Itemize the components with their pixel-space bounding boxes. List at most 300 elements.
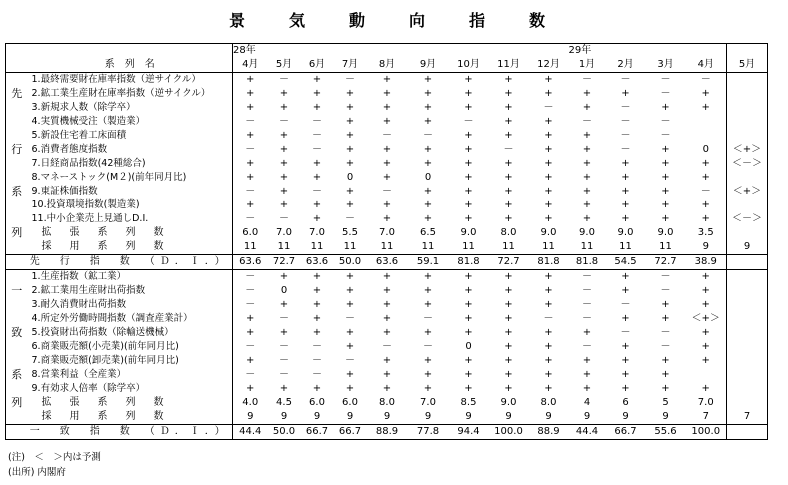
series-value: + [312,73,322,85]
series-value: + [312,271,322,283]
series-value: － [279,341,289,353]
series-value: + [423,354,433,366]
series-value: + [661,299,670,311]
series-value: + [312,299,322,311]
series-value: + [544,115,553,127]
series-value: + [661,101,670,113]
header-year-29: 29年 [569,44,727,58]
series-value: － [620,299,631,311]
leading-series-row [6,72,768,86]
adopt-value: 9 [280,410,288,422]
series-value: + [464,354,473,366]
adopt-value: 11 [277,241,291,253]
series-value: + [233,101,268,115]
series-value: + [464,129,473,141]
series-value [686,129,727,143]
series-value: + [686,298,727,312]
series-value: + [544,327,553,339]
series-value: + [544,354,553,366]
series-value: + [544,285,553,297]
adopt-value: 9 [662,410,669,422]
index-value: 59.1 [408,255,449,270]
series-value: － [233,340,268,354]
series-name: 6.消費者態度指数 [31,143,108,155]
header-month: 3月 [646,58,686,72]
leading-ext-row [6,226,768,240]
series-value: + [345,115,355,127]
series-value: + [423,285,433,297]
series-value: － [686,185,727,199]
series-value: + [382,143,392,155]
series-value: 0 [424,171,432,183]
series-value: + [504,213,513,225]
series-value: + [345,299,355,311]
series-value: － [312,143,322,155]
series-value: + [621,199,630,211]
adopt-value: 11 [233,240,268,254]
group-label-char: 行 [6,143,28,157]
ext-value: 3.5 [686,226,727,240]
header-blank [6,58,28,72]
series-value: － [582,313,592,325]
ext-value: 6 [622,396,629,408]
series-value: － [312,115,322,127]
series-value: + [661,382,670,394]
series-value: + [233,171,268,185]
group-label-char: 一 [6,284,28,298]
header-blank [6,44,28,58]
series-value: + [233,157,268,171]
series-value: + [582,157,592,169]
series-value: － [345,73,355,85]
adopt-value: 9 [583,410,591,422]
series-value: + [621,313,630,325]
leading-series-row [6,157,768,171]
index-value: 55.6 [646,424,686,439]
index-blank [6,424,28,439]
series-value: + [345,87,355,99]
series-value: + [464,382,473,394]
series-value: － [660,87,671,99]
series-name: 3.新規求人数（除学卒） [31,101,136,113]
adopt-value: 9 [233,410,268,424]
series-value: － [423,313,433,325]
ext-value: 8.5 [460,396,477,408]
adopt-value: 11 [619,241,632,253]
series-value: + [464,73,473,85]
series-value: + [504,101,513,113]
header-month: 6月 [301,58,334,72]
series-value: + [504,115,513,127]
series-value: 0 [280,285,288,297]
series-value: － [423,129,433,141]
index-value: 66.7 [301,424,334,439]
header-month: 4月 [233,58,268,72]
coincident-series-row [6,298,768,312]
series-value: + [233,198,268,212]
series-value: + [504,157,513,169]
ext-value: 8.0 [379,396,395,408]
series-value: + [686,354,727,368]
adopt-value: 11 [659,241,672,253]
adopt-value: 11 [421,241,435,253]
series-value: － [382,185,392,197]
series-value: + [312,313,322,325]
series-value: + [621,285,630,297]
series-value: + [279,157,289,169]
series-value: + [504,327,513,339]
series-value: + [382,313,392,325]
series-value: + [686,326,727,340]
series-value: ＜+＞ [686,312,727,326]
series-value: + [312,157,322,169]
series-value: + [661,171,670,183]
series-value: + [464,368,473,380]
series-value: + [423,327,433,339]
series-value [727,298,768,312]
series-value: + [464,171,473,183]
series-value: － [660,341,671,353]
leading-adopt-row [6,240,768,254]
series-value: + [686,171,727,185]
leading-series-row [6,143,768,157]
series-value: + [661,185,670,197]
series-value: － [582,341,592,353]
adopt-value: 11 [310,241,324,253]
series-value: + [621,368,630,380]
coincident-ext-row [6,396,768,410]
series-value: + [464,101,473,113]
series-value: + [504,73,513,85]
ext-value: 4 [583,396,591,408]
series-value: + [464,299,473,311]
series-value: + [312,171,322,183]
series-value: + [464,199,473,211]
series-value: － [279,115,289,127]
index-value: 81.8 [449,255,489,270]
series-value: + [464,313,473,325]
header-month: 4月 [686,58,727,72]
coincident-series-row [6,326,768,340]
adopt-value: 7 [686,410,727,424]
series-value: + [504,368,513,380]
ext-value: 7.0 [276,227,292,239]
ext-value: 6.5 [420,227,436,239]
group-label-char [6,212,28,226]
series-value: ＜+＞ [727,185,768,199]
business-conditions-table [5,43,768,440]
group-label-char [6,410,28,424]
group-label-char: 致 [6,326,28,340]
series-value: + [382,157,392,169]
series-value: + [582,185,592,197]
series-value: － [279,368,289,380]
header-blank [28,44,233,58]
index-value: 81.8 [529,255,569,270]
series-value: + [233,326,268,340]
series-value: + [423,199,433,211]
ext-value: 7.0 [379,227,395,239]
series-value: － [279,354,289,366]
group-label-char: 系 [6,185,28,199]
series-value: + [423,101,433,113]
series-value: － [312,185,322,197]
series-value: － [660,327,671,339]
series-value: + [345,368,355,380]
series-value: + [423,382,433,394]
adopt-value: 9 [313,410,321,422]
series-value: － [233,212,268,226]
ext-value: 9.0 [540,227,557,239]
ext-value: 7.0 [686,396,727,410]
series-value: － [233,270,268,284]
series-value: + [345,341,355,353]
series-value: ＜－＞ [727,157,768,171]
series-value: + [686,340,727,354]
adopt-value: 9 [505,410,512,422]
note-source: (出所) 内閣府 [8,467,66,478]
ext-value: 4.0 [233,396,268,410]
series-value: + [345,143,355,155]
ext-value: 7.0 [309,227,325,239]
series-value: + [544,143,553,155]
series-value: + [464,327,473,339]
series-value: + [504,87,513,99]
header-month: 5月 [268,58,301,72]
series-value: + [312,382,322,394]
series-value: + [621,87,630,99]
series-value: － [279,313,289,325]
series-value: + [279,171,289,183]
series-value: + [504,185,513,197]
coincident-index-row [6,424,768,439]
series-value: + [621,271,630,283]
index-value: 54.5 [606,255,646,270]
series-value: + [621,354,630,366]
series-value: + [382,115,392,127]
series-value: + [582,327,592,339]
series-name: 7.日経商品指数(42種総合) [31,157,146,169]
series-name: 2.鉱工業生産財在庫率指数（逆サイクル） [31,87,211,99]
leading-series-row [6,198,768,212]
series-name: 3.耐久消費財出荷指数 [31,299,127,311]
series-value: + [661,199,670,211]
series-value: + [423,271,433,283]
series-value: + [504,299,513,311]
series-value: － [660,271,671,283]
series-value [686,115,727,129]
series-value: + [504,171,513,183]
series-value: + [582,87,592,99]
adopt-label: 採 用 系 列 数 [41,241,168,253]
header-month: 5月 [727,58,768,72]
series-name: 9.有効求人倍率（除学卒） [31,382,146,394]
coincident-adopt-row [6,410,768,424]
series-value: － [312,129,322,141]
series-name: 1.生産指数（鉱工業） [31,271,127,283]
group-label-char [6,240,28,254]
series-value [727,382,768,396]
series-value [686,368,727,382]
series-name: 1.最終需要財在庫率指数（逆サイクル） [31,73,201,85]
series-value: + [464,87,473,99]
leading-series-row [6,185,768,199]
ext-label: 拡 張 系 列 数 [41,227,168,239]
group-label-char: 系 [6,368,28,382]
series-value: + [686,284,727,298]
index-value: 81.8 [569,255,606,270]
ext-label: 拡 張 系 列 数 [41,396,168,408]
ext-value: 6.0 [342,396,358,408]
series-value: + [312,285,322,297]
index-value: 66.7 [334,424,367,439]
series-value: + [423,157,433,169]
series-value: + [233,72,268,86]
group-label-char [6,101,28,115]
series-value: － [582,73,592,85]
series-value: ＜－＞ [727,212,768,226]
series-value: － [620,129,631,141]
series-value: － [660,129,671,141]
series-value: + [423,185,433,197]
ext-value: 8.0 [500,227,517,239]
series-value: + [312,87,322,99]
series-value: + [582,382,592,394]
series-value: + [621,185,630,197]
group-label-char [6,382,28,396]
series-value: + [233,87,268,101]
series-value: + [544,87,553,99]
leading-index-row [6,255,768,270]
index-value: 63.6 [233,255,268,270]
series-name: 11.中小企業売上見通しD.I. [31,213,149,225]
series-value: 0 [346,171,354,183]
series-value: + [544,213,553,225]
series-value: + [464,157,473,169]
index-value: 44.4 [569,424,606,439]
index-blank [6,255,28,270]
series-value: + [464,185,473,197]
series-value [727,270,768,284]
series-value: + [423,73,433,85]
series-value [727,87,768,101]
series-value: + [504,341,513,353]
index-label: 先 行 指 数 （Ｄ．Ｉ．） [28,255,233,270]
series-value [727,101,768,115]
series-value: + [279,382,289,394]
ext-value [727,226,768,240]
series-value: + [423,368,433,380]
series-value: + [279,299,289,311]
series-value: + [504,199,513,211]
header-month: 12月 [529,58,569,72]
index-value [727,424,768,439]
series-value: + [382,354,392,366]
series-value: + [544,271,553,283]
series-value: + [621,171,630,183]
header-month: 10月 [449,58,489,72]
adopt-value: 11 [580,241,594,253]
series-value: + [582,143,592,155]
series-value: － [660,73,671,85]
series-value [727,368,768,382]
series-value: + [661,213,670,225]
series-value: + [345,157,355,169]
series-value: + [382,285,392,297]
leading-series-row [6,115,768,129]
series-value: + [661,157,670,169]
series-value: － [660,285,671,297]
index-value: 77.8 [408,424,449,439]
series-value: + [279,129,289,141]
index-value: 72.7 [489,255,529,270]
series-value: + [423,143,433,155]
series-value: + [279,185,289,197]
series-value: + [423,213,433,225]
series-value [727,340,768,354]
series-value: + [423,115,433,127]
series-value: － [382,341,392,353]
series-value: + [582,354,592,366]
group-label-char: 列 [6,226,28,240]
series-value: + [382,87,392,99]
ext-value: 5.5 [342,227,358,239]
series-value: + [345,285,355,297]
series-value: + [686,212,727,226]
series-value: + [544,199,553,211]
series-name: 7.商業販売額(卸売業)(前年同月比) [31,354,179,366]
series-value: + [504,313,513,325]
series-value [727,354,768,368]
series-value: + [423,87,433,99]
ext-value: 9.0 [500,396,517,408]
series-value: － [543,101,554,113]
series-value: + [464,213,473,225]
series-value: + [661,368,670,380]
ext-value: 9.0 [617,227,634,239]
series-value: + [382,171,392,183]
series-value: + [345,199,355,211]
header-month: 1月 [569,58,606,72]
series-value: + [544,382,553,394]
series-value: － [233,298,268,312]
series-value: + [686,157,727,171]
adopt-value: 9 [465,410,472,422]
group-label-char [6,354,28,368]
leading-series-row [6,87,768,101]
ext-value: 4.5 [276,396,292,408]
series-value: + [621,213,630,225]
series-value: + [504,354,513,366]
index-value: 100.0 [686,424,727,439]
series-value: + [582,129,592,141]
series-value: + [345,129,355,141]
series-value: 0 [465,341,472,353]
series-value: + [621,341,630,353]
series-value: + [312,327,322,339]
series-value: + [661,313,670,325]
index-value: 88.9 [529,424,569,439]
series-value: + [382,271,392,283]
series-value: － [233,185,268,199]
series-value: + [312,213,322,225]
header-month-row [6,58,768,72]
series-value: + [686,382,727,396]
leading-series-row [6,101,768,115]
series-value: + [686,101,727,115]
ext-value [727,396,768,410]
series-value: + [504,271,513,283]
